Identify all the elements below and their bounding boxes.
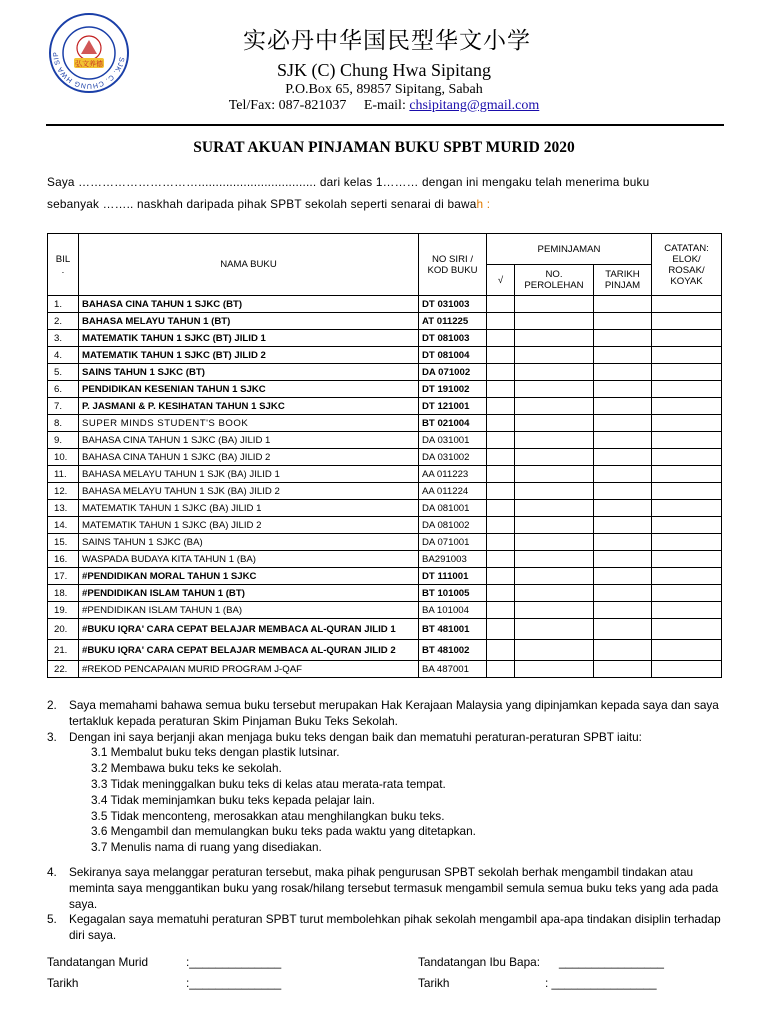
- rule-2: 2. Saya memahami bahawa semua buku tersebut merupakan Hak Kerajaan Malaysia yang dipinjamkan kepada saya dan saya tertakluk kepada peraturan Skim Pinjaman Buku Teks Sekolah.: [47, 698, 719, 728]
- row-number: 21.: [48, 640, 79, 661]
- sig-ibubapa-line[interactable]: ________________: [559, 955, 664, 969]
- row-number: 20.: [48, 619, 79, 640]
- row-number: 22.: [48, 661, 79, 678]
- tarikh-pinjam-cell[interactable]: [594, 398, 652, 415]
- table-row: [48, 364, 722, 381]
- row-number: 9.: [48, 432, 79, 449]
- rule-3-subitems: [47, 745, 727, 856]
- tarikh-pinjam-cell[interactable]: [594, 551, 652, 568]
- book-name: #PENDIDIKAN ISLAM TAHUN 1 (BT): [79, 585, 419, 602]
- catatan-cell[interactable]: [652, 398, 722, 415]
- no-perolehan-cell[interactable]: [515, 619, 594, 640]
- check-cell[interactable]: [487, 640, 515, 661]
- row-number: 18.: [48, 585, 79, 602]
- tarikh-pinjam-cell[interactable]: [594, 466, 652, 483]
- tarikh-pinjam-cell[interactable]: [594, 500, 652, 517]
- book-name: SUPER MINDS STUDENT'S BOOK: [79, 415, 419, 432]
- no-perolehan-cell[interactable]: [515, 296, 594, 313]
- catatan-cell[interactable]: [652, 432, 722, 449]
- book-name: #BUKU IQRA' CARA CEPAT BELAJAR MEMBACA AL-QURAN JILID 1: [79, 619, 419, 640]
- book-name: #PENDIDIKAN MORAL TAHUN 1 SJKC: [79, 568, 419, 585]
- catatan-cell[interactable]: [652, 381, 722, 398]
- intro-line-2-text: sebanyak …….. naskhah daripada pihak SPBT sekolah seperti senarai di bawa: [47, 197, 477, 211]
- no-perolehan-cell[interactable]: [515, 381, 594, 398]
- catatan-cell[interactable]: [652, 415, 722, 432]
- table-row: [48, 347, 722, 364]
- catatan-cell[interactable]: [652, 640, 722, 661]
- no-perolehan-cell[interactable]: [515, 432, 594, 449]
- check-cell[interactable]: [487, 296, 515, 313]
- rule-3-subitem: 3.7 Menulis nama di ruang yang disediakan.: [91, 840, 322, 855]
- check-cell[interactable]: [487, 381, 515, 398]
- school-name: SJK (C) Chung Hwa Sipitang: [276, 60, 491, 80]
- no-perolehan-cell[interactable]: [515, 313, 594, 330]
- row-number: 19.: [48, 602, 79, 619]
- no-perolehan-cell[interactable]: [515, 585, 594, 602]
- table-row: [48, 500, 722, 517]
- school-address: P.O.Box 65, 89857 Sipitang, Sabah: [285, 82, 483, 97]
- intro-line-2: [47, 197, 490, 211]
- table-row: [48, 330, 722, 347]
- book-name: MATEMATIK TAHUN 1 SJKC (BT) JILID 1: [79, 330, 419, 347]
- book-code: AA 011224: [419, 483, 487, 500]
- catatan-cell[interactable]: [652, 364, 722, 381]
- book-code: DA 031002: [419, 449, 487, 466]
- check-cell[interactable]: [487, 466, 515, 483]
- row-number: 11.: [48, 466, 79, 483]
- row-number: 10.: [48, 449, 79, 466]
- rule-3: 3. Dengan ini saya berjanji akan menjaga buku teks dengan baik dan mematuhi peraturan-peraturan SPBT iaitu:: [47, 729, 642, 744]
- header-bil: BIL .: [48, 234, 79, 296]
- row-number: 7.: [48, 398, 79, 415]
- table-row: [48, 568, 722, 585]
- table-row: [48, 640, 722, 661]
- book-name: #PENDIDIKAN ISLAM TAHUN 1 (BA): [79, 602, 419, 619]
- rule-5: 5. Kegagalan saya mematuhi peraturan SPBT turut membolehkan pihak sekolah mengambil apa-apa tindakan disiplin terhadap diri saya.: [47, 912, 721, 943]
- header-tarikh-pinjam: TARIKH PINJAM: [594, 265, 652, 296]
- table-row: [48, 585, 722, 602]
- school-contact: [0, 98, 768, 114]
- check-cell[interactable]: [487, 347, 515, 364]
- row-number: 5.: [48, 364, 79, 381]
- table-row: [48, 483, 722, 500]
- row-number: 3.: [48, 330, 79, 347]
- row-number: 2.: [48, 313, 79, 330]
- book-code: DT 111001: [419, 568, 487, 585]
- book-code: DA 081002: [419, 517, 487, 534]
- rule-3-subitem: 3.4 Tidak meminjamkan buku teks kepada pelajar lain.: [91, 792, 375, 807]
- book-code: DA 081001: [419, 500, 487, 517]
- row-number: 15.: [48, 534, 79, 551]
- catatan-cell[interactable]: [652, 449, 722, 466]
- sig-tarikh2-label: Tarikh: [418, 976, 450, 990]
- book-code: BT 481001: [419, 619, 487, 640]
- sig-murid-line[interactable]: :______________: [186, 955, 282, 969]
- header-peminjaman: PEMINJAMAN: [487, 234, 652, 265]
- check-cell[interactable]: [487, 661, 515, 678]
- catatan-cell[interactable]: [652, 466, 722, 483]
- header-no-perolehan: NO. PEROLEHAN: [515, 265, 594, 296]
- row-number: 1.: [48, 296, 79, 313]
- table-row: [48, 415, 722, 432]
- check-cell[interactable]: [487, 619, 515, 640]
- book-code: BT 021004: [419, 415, 487, 432]
- table-row: [48, 449, 722, 466]
- sig-tarikh-label: Tarikh: [47, 976, 79, 990]
- book-name: MATEMATIK TAHUN 1 SJKC (BT) JILID 2: [79, 347, 419, 364]
- book-code: DA 071001: [419, 534, 487, 551]
- book-code: BA 101004: [419, 602, 487, 619]
- book-name: BAHASA CINA TAHUN 1 SJKC (BA) JILID 1: [79, 432, 419, 449]
- tarikh-pinjam-cell[interactable]: [594, 602, 652, 619]
- book-name: #REKOD PENCAPAIAN MURID PROGRAM J-QAF: [79, 661, 419, 678]
- tarikh-pinjam-cell[interactable]: [594, 517, 652, 534]
- check-cell[interactable]: [487, 500, 515, 517]
- book-code: DA 031001: [419, 432, 487, 449]
- no-perolehan-cell[interactable]: [515, 364, 594, 381]
- tarikh-pinjam-cell[interactable]: [594, 585, 652, 602]
- header-no-siri: NO SIRI / KOD BUKU: [419, 234, 487, 296]
- tarikh-pinjam-cell[interactable]: [594, 313, 652, 330]
- check-cell[interactable]: [487, 517, 515, 534]
- intro-line-2-end: h :: [476, 197, 491, 211]
- tarikh-pinjam-cell[interactable]: [594, 640, 652, 661]
- catatan-cell[interactable]: [652, 551, 722, 568]
- check-cell[interactable]: [487, 415, 515, 432]
- row-number: 16.: [48, 551, 79, 568]
- tarikh-pinjam-cell[interactable]: [594, 296, 652, 313]
- no-perolehan-cell[interactable]: [515, 517, 594, 534]
- tarikh-pinjam-cell[interactable]: [594, 347, 652, 364]
- book-code: AT 011225: [419, 313, 487, 330]
- table-row: [48, 466, 722, 483]
- tarikh-pinjam-cell[interactable]: [594, 619, 652, 640]
- catatan-cell[interactable]: [652, 500, 722, 517]
- book-name: BAHASA CINA TAHUN 1 SJKC (BA) JILID 2: [79, 449, 419, 466]
- sig-murid-label: Tandatangan Murid: [47, 955, 148, 969]
- book-name: MATEMATIK TAHUN 1 SJKC (BA) JILID 1: [79, 500, 419, 517]
- catatan-cell[interactable]: [652, 296, 722, 313]
- tarikh-pinjam-cell[interactable]: [594, 364, 652, 381]
- rules-section: [47, 698, 727, 944]
- book-code: DT 031003: [419, 296, 487, 313]
- table-row: [48, 602, 722, 619]
- no-perolehan-cell[interactable]: [515, 347, 594, 364]
- svg-text:SJK. C. CHUNG HWA SIPITANG: SJK. C. CHUNG HWA SIP: [52, 51, 125, 90]
- book-code: DA 071002: [419, 364, 487, 381]
- book-code: DT 081003: [419, 330, 487, 347]
- no-perolehan-cell[interactable]: [515, 568, 594, 585]
- tarikh-pinjam-cell[interactable]: [594, 483, 652, 500]
- book-code: BA291003: [419, 551, 487, 568]
- no-perolehan-cell[interactable]: [515, 415, 594, 432]
- check-cell[interactable]: [487, 534, 515, 551]
- book-name: #BUKU IQRA' CARA CEPAT BELAJAR MEMBACA AL-QURAN JILID 2: [79, 640, 419, 661]
- book-code: BT 101005: [419, 585, 487, 602]
- check-cell[interactable]: [487, 330, 515, 347]
- book-name: SAINS TAHUN 1 SJKC (BA): [79, 534, 419, 551]
- rule-3-subitem: 3.5 Tidak menconteng, merosakkan atau menghilangkan buku teks.: [91, 808, 445, 823]
- row-number: 12.: [48, 483, 79, 500]
- check-cell[interactable]: [487, 364, 515, 381]
- no-perolehan-cell[interactable]: [515, 449, 594, 466]
- check-cell[interactable]: [487, 313, 515, 330]
- no-perolehan-cell[interactable]: [515, 500, 594, 517]
- tarikh-pinjam-cell[interactable]: [594, 534, 652, 551]
- catatan-cell[interactable]: [652, 568, 722, 585]
- email-label: E-mail:: [363, 98, 406, 113]
- check-cell[interactable]: [487, 602, 515, 619]
- no-perolehan-cell[interactable]: [515, 534, 594, 551]
- catatan-cell[interactable]: [652, 517, 722, 534]
- telfax: Tel/Fax: 087-821037: [228, 98, 347, 113]
- catatan-cell[interactable]: [652, 602, 722, 619]
- no-perolehan-cell[interactable]: [515, 661, 594, 678]
- catatan-cell[interactable]: [652, 330, 722, 347]
- header-check: √: [487, 265, 515, 296]
- sig-ibubapa-label: Tandatangan Ibu Bapa:: [418, 955, 541, 969]
- tarikh-pinjam-cell[interactable]: [594, 415, 652, 432]
- book-name: MATEMATIK TAHUN 1 SJKC (BA) JILID 2: [79, 517, 419, 534]
- book-code: DT 121001: [419, 398, 487, 415]
- catatan-cell[interactable]: [652, 534, 722, 551]
- sig-tarikh-line[interactable]: :______________: [186, 976, 282, 990]
- row-number: 4.: [48, 347, 79, 364]
- book-code: DT 191002: [419, 381, 487, 398]
- book-name: PENDIDIKAN KESENIAN TAHUN 1 SJKC: [79, 381, 419, 398]
- header-nama-buku: NAMA BUKU: [79, 234, 419, 296]
- book-name: WASPADA BUDAYA KITA TAHUN 1 (BA): [79, 551, 419, 568]
- document-title: SURAT AKUAN PINJAMAN BUKU SPBT MURID 2020: [193, 139, 575, 156]
- intro-line-1: Saya ………………………….................................. dari kelas 1……… dengan ini mengaku telah menerima buku: [47, 175, 650, 189]
- book-name: BAHASA MELAYU TAHUN 1 (BT): [79, 313, 419, 330]
- tarikh-pinjam-cell[interactable]: [594, 661, 652, 678]
- tarikh-pinjam-cell[interactable]: [594, 432, 652, 449]
- book-table: [47, 233, 722, 678]
- rule-3-subitem: 3.1 Membalut buku teks dengan plastik lutsinar.: [91, 745, 340, 760]
- row-number: 6.: [48, 381, 79, 398]
- check-cell[interactable]: [487, 432, 515, 449]
- row-number: 13.: [48, 500, 79, 517]
- book-code: AA 011223: [419, 466, 487, 483]
- no-perolehan-cell[interactable]: [515, 551, 594, 568]
- svg-text:弘文养德: 弘文养德: [75, 60, 103, 68]
- table-row: [48, 661, 722, 678]
- table-row: [48, 432, 722, 449]
- check-cell[interactable]: [487, 585, 515, 602]
- no-perolehan-cell[interactable]: [515, 330, 594, 347]
- school-name-chinese: 实必丹中华国民型华文小学: [243, 28, 531, 54]
- tarikh-pinjam-cell[interactable]: [594, 449, 652, 466]
- catatan-cell[interactable]: [652, 585, 722, 602]
- check-cell[interactable]: [487, 449, 515, 466]
- no-perolehan-cell[interactable]: [515, 602, 594, 619]
- table-row: [48, 381, 722, 398]
- check-cell[interactable]: [487, 551, 515, 568]
- check-cell[interactable]: [487, 398, 515, 415]
- check-cell[interactable]: [487, 483, 515, 500]
- book-name: SAINS TAHUN 1 SJKC (BT): [79, 364, 419, 381]
- book-name: BAHASA MELAYU TAHUN 1 SJK (BA) JILID 2: [79, 483, 419, 500]
- tarikh-pinjam-cell[interactable]: [594, 330, 652, 347]
- book-name: BAHASA CINA TAHUN 1 SJKC (BT): [79, 296, 419, 313]
- table-row: [48, 551, 722, 568]
- table-row: [48, 534, 722, 551]
- table-row: [48, 313, 722, 330]
- sig-tarikh2-line[interactable]: : ________________: [545, 976, 657, 990]
- header-catatan: CATATAN: ELOK/ ROSAK/ KOYAK: [652, 234, 722, 296]
- book-code: BA 487001: [419, 661, 487, 678]
- book-code: BT 481002: [419, 640, 487, 661]
- tarikh-pinjam-cell[interactable]: [594, 381, 652, 398]
- check-cell[interactable]: [487, 568, 515, 585]
- rule-4: 4. Sekiranya saya melanggar peraturan tersebut, maka pihak pengurusan SPBT sekolah berhak mengambil tindakan atau meminta saya menggantikan buku yang rosak/hilang tersebut termasuk mengambil semula semua buku teks yang ada pada saya.: [47, 864, 719, 911]
- row-number: 8.: [48, 415, 79, 432]
- row-number: 17.: [48, 568, 79, 585]
- catatan-cell[interactable]: [652, 313, 722, 330]
- header-divider: [46, 124, 724, 126]
- table-row: [48, 398, 722, 415]
- no-perolehan-cell[interactable]: [515, 398, 594, 415]
- catatan-cell[interactable]: [652, 661, 722, 678]
- catatan-cell[interactable]: [652, 619, 722, 640]
- no-perolehan-cell[interactable]: [515, 466, 594, 483]
- book-name: BAHASA MELAYU TAHUN 1 SJK (BA) JILID 1: [79, 466, 419, 483]
- table-row: [48, 296, 722, 313]
- no-perolehan-cell[interactable]: [515, 483, 594, 500]
- tarikh-pinjam-cell[interactable]: [594, 568, 652, 585]
- rule-3-subitem: 3.2 Membawa buku teks ke sekolah.: [91, 761, 282, 776]
- row-number: 14.: [48, 517, 79, 534]
- rule-3-subitem: 3.3 Tidak meninggalkan buku teks di kelas atau merata-rata tempat.: [91, 776, 446, 791]
- catatan-cell[interactable]: [652, 347, 722, 364]
- table-row: [48, 517, 722, 534]
- book-code: DT 081004: [419, 347, 487, 364]
- book-name: P. JASMANI & P. KESIHATAN TAHUN 1 SJKC: [79, 398, 419, 415]
- no-perolehan-cell[interactable]: [515, 640, 594, 661]
- rule-3-subitem: 3.6 Mengambil dan memulangkan buku teks pada waktu yang ditetapkan.: [91, 824, 476, 839]
- catatan-cell[interactable]: [652, 483, 722, 500]
- table-row: [48, 619, 722, 640]
- email-link[interactable]: chsipitang@gmail.com: [409, 98, 540, 113]
